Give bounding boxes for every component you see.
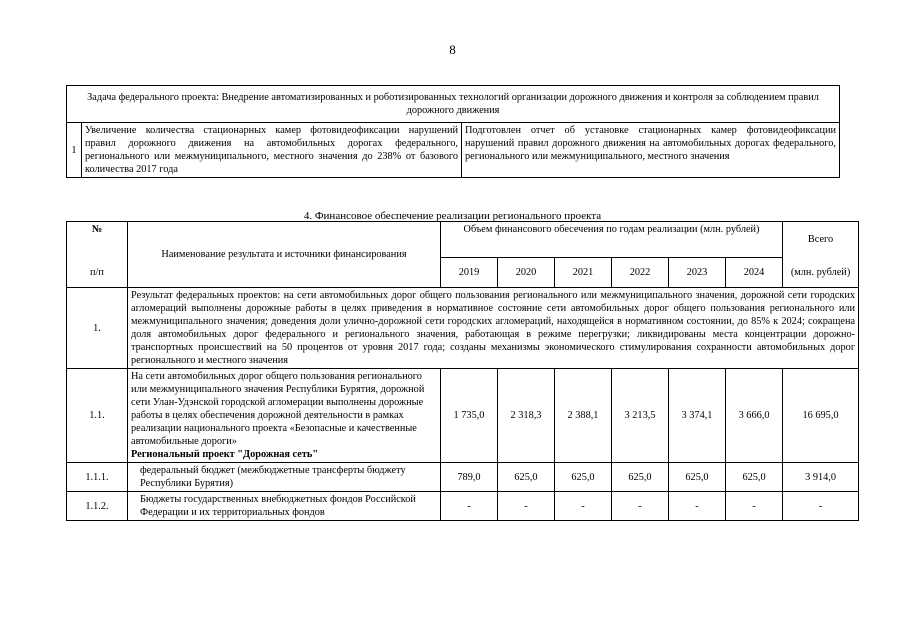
section-title: 4. Финансовое обеспечение реализации регионального проекта	[303, 210, 602, 222]
header-row-1	[67, 222, 859, 258]
row-1-1-2-2022: -	[612, 492, 669, 521]
header-year-2021: 2021	[555, 258, 612, 288]
task-title: Задача федерального проекта: Внедрение автоматизированных и роботизированных технологий организации дорожного движения и контроля за соблюдением правил дорожного движения	[67, 86, 840, 123]
row-1-num: 1.	[67, 288, 128, 369]
row-1-1-2-2019: -	[441, 492, 498, 521]
row-1-1-1-2024: 625,0	[726, 463, 783, 492]
row-1-1-1-num: 1.1.1.	[67, 463, 128, 492]
header-year-2023: 2023	[669, 258, 726, 288]
result-row-1-1-2	[67, 492, 859, 521]
result-row-1-1-1	[67, 463, 859, 492]
row-1-1-2-total: -	[783, 492, 859, 521]
task-row	[67, 123, 840, 178]
row-1-1-1-2023: 625,0	[669, 463, 726, 492]
row-1-1-1-2020: 625,0	[498, 463, 555, 492]
header-volume: Объем финансового обесечения по годам реализации (млн. рублей)	[441, 222, 783, 258]
header-year-2020: 2020	[498, 258, 555, 288]
task-outcome-text: Подготовлен отчет об установке стационарных камер фотовидеофиксации нарушений правил дорожного движения на автомобильных дорогах федерального, регионального или межмуниципального, местного значения	[462, 123, 840, 178]
row-1-1-1-text: федеральный бюджет (межбюджетные трансферты бюджету Республики Бурятия)	[128, 463, 441, 492]
row-1-1-2024: 3 666,0	[726, 369, 783, 463]
row-1-1-text: На сети автомобильных дорог общего пользования регионального или межмуниципального значения Республики Бурятия, дорожной сети Улан-Удэнской городской агломерации выполнены дорожные работы в целях обеспечения дорожной деятельности в рамках реализации национального проекта «Безопасные и качественные автомобильные дороги»	[131, 371, 425, 447]
header-num-bottom: п/п	[67, 258, 128, 288]
task-table	[66, 85, 840, 178]
row-1-1-2-num: 1.1.2.	[67, 492, 128, 521]
header-year-2022: 2022	[612, 258, 669, 288]
row-1-1-2-2020: -	[498, 492, 555, 521]
row-1-1-text-cell	[128, 369, 441, 463]
row-1-1-2020: 2 318,3	[498, 369, 555, 463]
row-1-text: Результат федеральных проектов: на сети автомобильных дорог общего пользования регионального или межмуниципального значения, дорожной сети городских агломераций выполнены дорожные работы в целях приведения в нормативное состояние сети автомобильных дорог общего пользования регионального или межмуниципального значения; доведения доли улично-дорожной сети городских агломераций, находящейся в нормативном состоянии, до 85% к 2024; сокращена доля автомобильных дорог федерального и регионального значения, работающая в режиме перегрузки; ликвидированы места концентрации дорожно-транспортных происшествий на 50 процентов от уровня 2017 года; созданы механизмы экономического стимулирования сохранности автомобильных дорог регионального и местного значения	[128, 288, 859, 369]
row-1-1-num: 1.1.	[67, 369, 128, 463]
task-title-row	[67, 86, 840, 123]
header-year-2024: 2024	[726, 258, 783, 288]
header-num-top: №	[67, 222, 128, 258]
row-1-1-2-2024: -	[726, 492, 783, 521]
task-result-text: Увеличение количества стационарных камер фотовидеофиксации нарушений правил дорожного движения на автомобильных дорогах федерального, регионального или межмуниципального, местного значения до 238% от базового количества 2017 года	[82, 123, 462, 178]
result-row-1-1	[67, 369, 859, 463]
result-row-1	[67, 288, 859, 369]
page-number: 8	[449, 42, 456, 57]
header-total-bottom: (млн. рублей)	[783, 258, 859, 288]
row-1-1-1-2022: 625,0	[612, 463, 669, 492]
header-total-top: Всего	[783, 222, 859, 258]
row-1-1-1-2021: 625,0	[555, 463, 612, 492]
financing-table	[66, 221, 859, 521]
row-1-1-total: 16 695,0	[783, 369, 859, 463]
task-row-number: 1	[67, 123, 82, 178]
row-1-1-2019: 1 735,0	[441, 369, 498, 463]
row-1-1-2021: 2 388,1	[555, 369, 612, 463]
row-1-1-2-text: Бюджеты государственных внебюджетных фондов Российской Федерации и их территориальных фондов	[128, 492, 441, 521]
row-1-1-2-2021: -	[555, 492, 612, 521]
row-1-1-2023: 3 374,1	[669, 369, 726, 463]
row-1-1-2022: 3 213,5	[612, 369, 669, 463]
header-name: Наименование результата и источники финансирования	[128, 222, 441, 288]
row-1-1-project-name: Региональный проект "Дорожная сеть"	[131, 449, 319, 460]
row-1-1-1-2019: 789,0	[441, 463, 498, 492]
row-1-1-2-2023: -	[669, 492, 726, 521]
header-year-2019: 2019	[441, 258, 498, 288]
row-1-1-1-total: 3 914,0	[783, 463, 859, 492]
